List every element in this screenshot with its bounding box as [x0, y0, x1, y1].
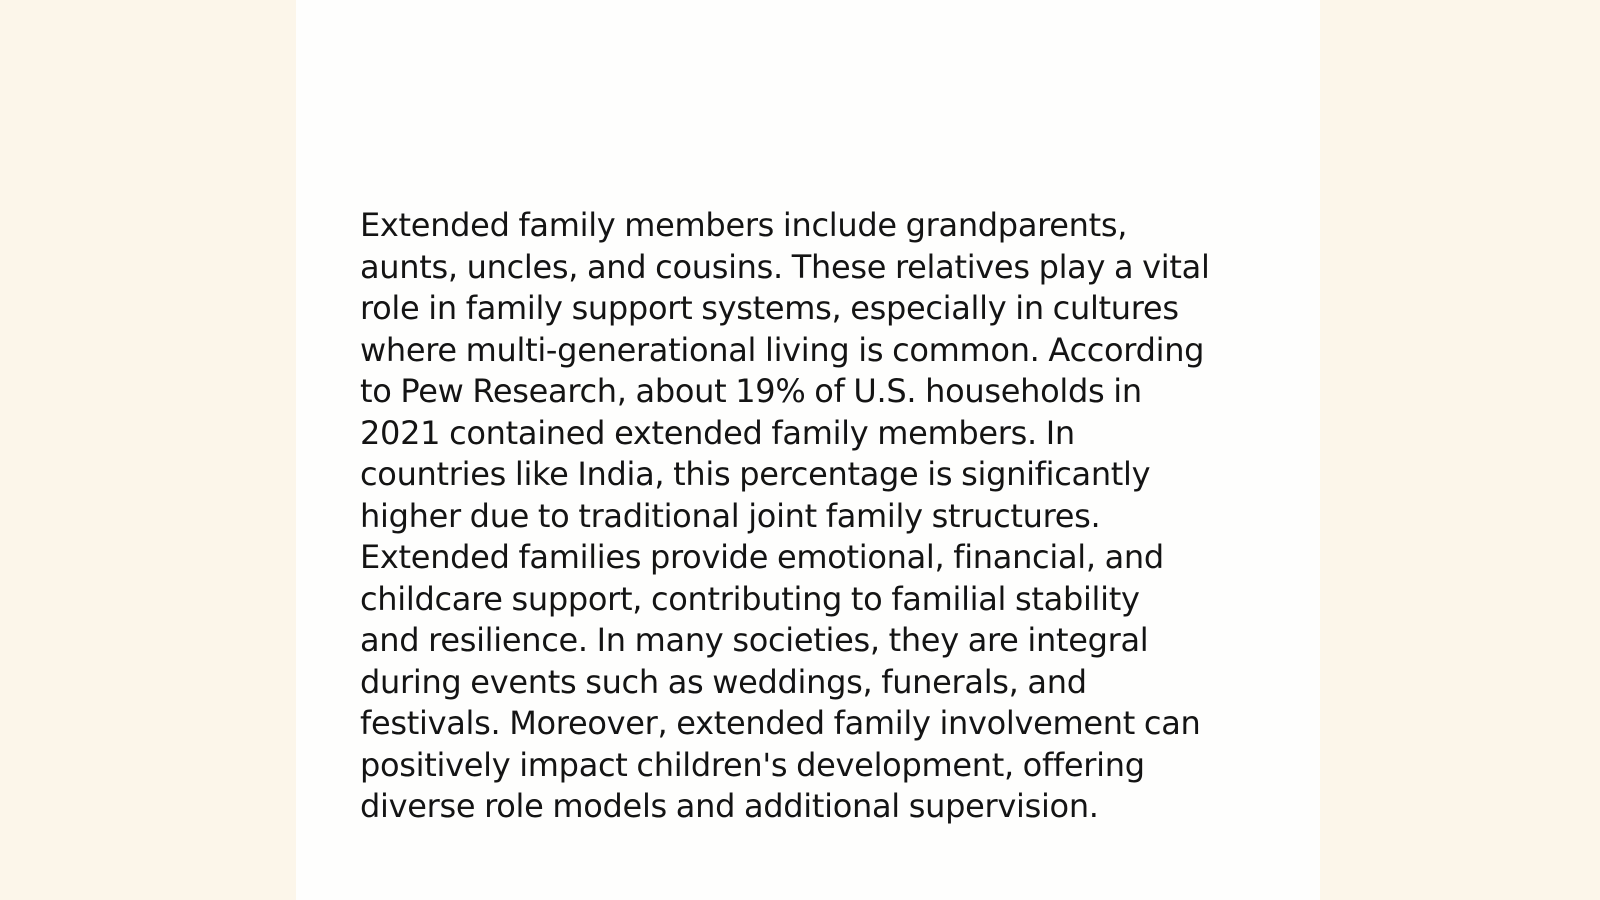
document-page	[296, 0, 1320, 900]
body-paragraph: Extended family members include grandparents, aunts, uncles, and cousins. These relatives play a vital role in family support systems, especially in cultures where multi-generational living is common. According to Pew Research, about 19% of U.S. households in 2021 contained extended family members. In countries like India, this percentage is significantly higher due to traditional joint family structures. Extended families provide emotional, financial, and childcare support, contributing to familial stability and resilience. In many societies, they are integral during events such as weddings, funerals, and festivals. Moreover, extended family involvement can positively impact children's development, offering diverse role models and additional supervision.	[360, 206, 1210, 825]
